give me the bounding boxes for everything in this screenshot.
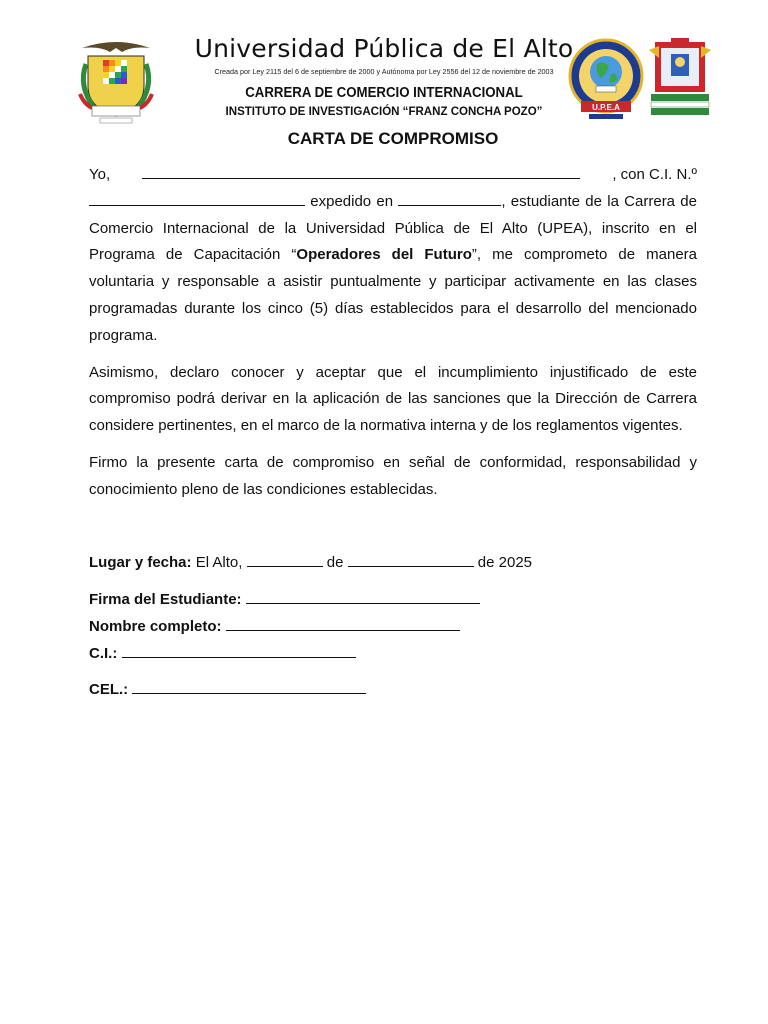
comercio-internacional-logo bbox=[567, 34, 645, 122]
paragraph-commitment bbox=[89, 162, 697, 350]
instituto-investigacion-logo bbox=[641, 36, 719, 122]
carrera-name: CARRERA DE COMERCIO INTERNACIONAL bbox=[245, 85, 523, 101]
ci-label: C.I.: bbox=[89, 645, 118, 662]
day-blank bbox=[247, 552, 323, 567]
ci-row bbox=[89, 643, 697, 670]
expedido-blank bbox=[398, 191, 501, 206]
month-blank bbox=[348, 552, 474, 567]
form-fields bbox=[89, 552, 697, 706]
cel-row bbox=[89, 679, 697, 706]
signature-blank bbox=[246, 589, 480, 604]
place-date-label: Lugar y fecha: bbox=[89, 554, 192, 571]
upea-university-logo bbox=[72, 34, 160, 126]
place-date-row bbox=[89, 552, 697, 576]
signature-label: Firma del Estudiante: bbox=[89, 591, 242, 608]
yo-text: Yo, bbox=[89, 166, 111, 183]
fullname-label: Nombre completo: bbox=[89, 618, 222, 635]
cel-label: CEL.: bbox=[89, 681, 129, 698]
expedido-text: expedido en bbox=[310, 192, 394, 210]
svg-text:U.P.E.A: U.P.E.A bbox=[592, 103, 620, 112]
place-text: El Alto, bbox=[195, 554, 243, 571]
instituto-name: INSTITUTO DE INVESTIGACIÓN “FRANZ CONCHA POZO” bbox=[225, 104, 543, 118]
program-name: Operadores del Futuro bbox=[296, 246, 472, 264]
letter-body bbox=[89, 162, 697, 514]
paragraph-sanctions: Asimismo, declaro conocer y aceptar que el incumplimiento injustificado de este compromiso podrá derivar en la aplicación de las sanciones que la Dirección de Carrera considere pertinentes, en el marco de la normativa interna y de los reglamentos vigentes. bbox=[89, 363, 697, 435]
ci-text: , con C.I. N.º bbox=[612, 166, 697, 183]
paragraph1-text-a: , estudiante de la Carrera de Comercio Internacional de la Universidad Pública de El Alto (UPEA), inscrito en el Programa de Capacitación “ bbox=[89, 192, 697, 264]
document-title: CARTA DE COMPROMISO bbox=[287, 129, 499, 148]
fullname-blank bbox=[226, 616, 460, 631]
de-text: de bbox=[326, 554, 344, 571]
creation-note: Creada por Ley 2115 del 6 de septiembre de 2000 y Autónoma por Ley 2556 del 12 de noviembre de 2003 bbox=[214, 67, 554, 76]
paragraph-signature: Firmo la presente carta de compromiso en señal de conformidad, responsabilidad y conocimiento pleno de las condiciones establecidas. bbox=[89, 453, 697, 498]
cel-blank bbox=[132, 679, 366, 694]
university-name: Universidad Pública de El Alto bbox=[194, 34, 574, 63]
year-text: de 2025 bbox=[477, 554, 533, 571]
signature-row bbox=[89, 589, 697, 616]
ci-field-blank bbox=[122, 643, 356, 658]
paragraph1-text-b: ”, me comprometo de manera voluntaria y responsable a asistir puntualmente y participar activamente en las clases programadas durante los cinco (5) días establecidos para el desarrollo del mencionado programa. bbox=[89, 246, 698, 344]
name-blank bbox=[142, 164, 580, 179]
fullname-row bbox=[89, 616, 697, 643]
ci-blank bbox=[89, 191, 305, 206]
